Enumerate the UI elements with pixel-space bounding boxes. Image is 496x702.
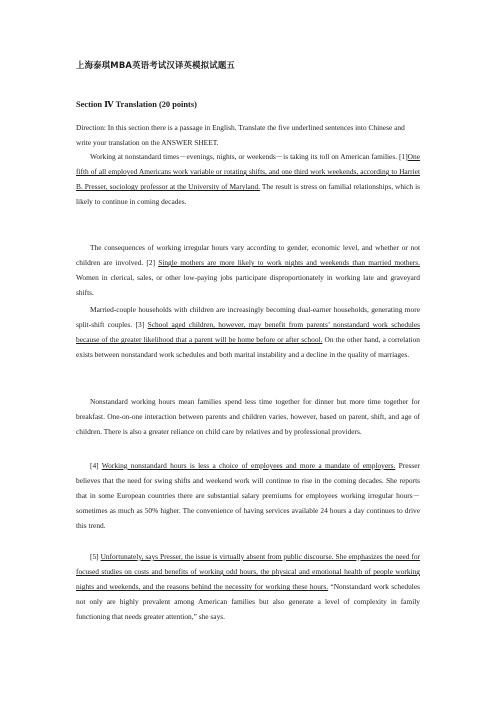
paragraph-text: The consequences of working irregular hours vary according to gender, economic level, and whether or not children are involved. [2] bbox=[76, 243, 420, 268]
paragraph-1 bbox=[76, 149, 420, 209]
document-title: 上海泰琪MBA英语考试汉译英模拟试题五 bbox=[76, 60, 235, 70]
underlined-sentence-5: Unfortunately, says Presser, the issue is virtually absent from public discourse. She emphasizes the need for focused studies on costs and benefits of working odd hours, the physical and emotional health of people working nights and weekends, and the reasons behind the necessity for working these hours. bbox=[76, 552, 420, 592]
paragraph-3 bbox=[76, 302, 420, 362]
underlined-sentence-1: One fifth of all employed Americans work variable or rotating shifts, and one third work weekends, according to Harriet B. Presser, sociology professor at the University of Maryland. bbox=[76, 152, 420, 192]
paragraph-6 bbox=[76, 549, 420, 624]
paragraph-text: Nonstandard working hours mean families spend less time together for dinner but more time together for breakfast. One-on-one interaction between parents and children varies, however, based on parent, shift, and age of children. There is also a greater reliance on child care by relatives and by professional providers. bbox=[76, 397, 420, 437]
underlined-sentence-3: School aged children, however, may benefit from parents’ nonstandard work schedules because of the greater likelihood that a parent will be home before or after school. bbox=[76, 320, 420, 345]
section-heading: Section Ⅳ Translation (20 points) bbox=[76, 100, 197, 109]
paragraph-text: [5] bbox=[90, 552, 101, 561]
paragraph-text: Presser believes that the need for swing shifts and weekend work will continue to rise in the coming decades. She reports that in some European countries there are substantial salary premiums for employees working irregular hours－sometimes as much as 50% higher. The convenience of having services available 24 hours a day continues to drive this trend. bbox=[76, 461, 420, 531]
paragraph-text: Women in clerical, sales, or other low-paying jobs participate disproportionately in working late and graveyard shifts. bbox=[76, 273, 420, 298]
paragraph-text: Working at nonstandard times－evenings, nights, or weekends－is taking its toll on American families. [1] bbox=[90, 152, 408, 161]
paragraph-2 bbox=[76, 240, 420, 300]
direction-text: Direction: In this section there is a passage in English. Translate the five underlined sentences into Chinese and write your translation on the ANSWER SHEET. bbox=[76, 123, 405, 148]
paragraph-text: Married-couple households with children are increasingly becoming dual-earner households, generating more split-shift couples. [3] bbox=[76, 305, 420, 330]
paragraph-text: On the other hand, a correlation exists between nonstandard work schedules and both marital instability and a decline in the quality of marriages. bbox=[76, 335, 420, 360]
paragraph-4 bbox=[76, 394, 420, 439]
paragraph-text: [4] bbox=[90, 461, 102, 470]
paragraph-5 bbox=[76, 458, 420, 533]
paragraph-text: The result is stress on familial relationships, which is likely to continue in coming decades. bbox=[76, 182, 420, 207]
underlined-sentence-2: Single mothers are more likely to work nights and weekends than married mothers. bbox=[158, 258, 420, 268]
paragraph-text: “Nonstandard work schedules not only are highly prevalent among American families but also generate a level of complexity in family functioning that needs greater attention,” she says. bbox=[76, 582, 420, 622]
underlined-sentence-4: Working nonstandard hours is less a choice of employees and more a mandate of employers. bbox=[101, 461, 396, 470]
